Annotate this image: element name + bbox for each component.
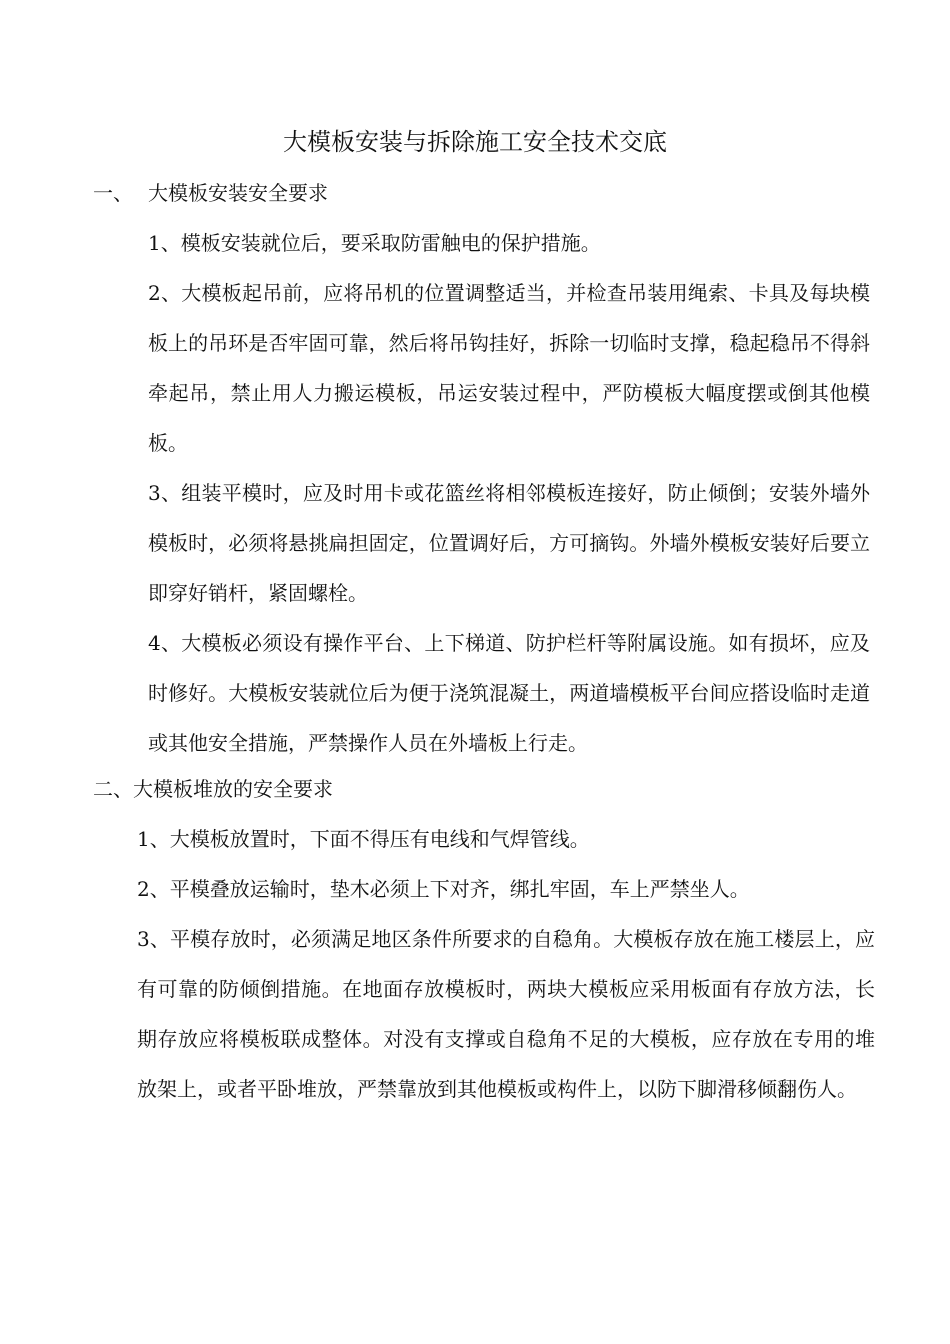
- section-heading-2: [93, 774, 333, 804]
- section-heading-text: 大模板安装安全要求: [148, 181, 328, 205]
- section-heading-1: [93, 178, 328, 208]
- paragraph: 2、平模叠放运输时，垫木必须上下对齐，绑扎牢固，车上严禁坐人。: [137, 877, 750, 901]
- paragraph: 4、大模板必须设有操作平台、上下梯道、防护栏杆等附属设施。如有损坏，应及时修好。大模板安装就位后为便于浇筑混凝土，两道墙模板平台间应搭设临时走道或其他安全措施，严禁操作人员在外墙板上行走。: [148, 631, 870, 755]
- paragraph: 2、大模板起吊前，应将吊机的位置调整适当，并检查吊装用绳索、卡具及每块模板上的吊环是否牢固可靠，然后将吊钩挂好，拆除一切临时支撑，稳起稳吊不得斜牵起吊，禁止用人力搬运模板，吊运安装过程中，严防模板大幅度摆或倒其他模板。: [148, 281, 870, 455]
- section-number: 二、: [93, 777, 133, 801]
- section-number: 一、: [93, 181, 133, 205]
- paragraph: 1、大模板放置时，下面不得压有电线和气焊管线。: [137, 827, 590, 851]
- page-title: 大模板安装与拆除施工安全技术交底: [283, 128, 667, 156]
- paragraph: 3、组装平模时，应及时用卡或花篮丝将相邻模板连接好，防止倾倒；安装外墙外模板时，必须将悬挑扁担固定，位置调好后，方可摘钩。外墙外模板安装好后要立即穿好销杆，紧固螺栓。: [148, 481, 870, 605]
- section-heading-text: 大模板堆放的安全要求: [133, 777, 333, 801]
- paragraph: 3、平模存放时，必须满足地区条件所要求的自稳角。大模板存放在施工楼层上，应有可靠的防倾倒措施。在地面存放模板时，两块大模板应采用板面有存放方法，长期存放应将模板联成整体。对没有支撑或自稳角不足的大模板，应存放在专用的堆放架上，或者平卧堆放，严禁靠放到其他模板或构件上，以防下脚滑移倾翻伤人。: [137, 927, 875, 1101]
- paragraph: 1、模板安装就位后，要采取防雷触电的保护措施。: [148, 231, 601, 255]
